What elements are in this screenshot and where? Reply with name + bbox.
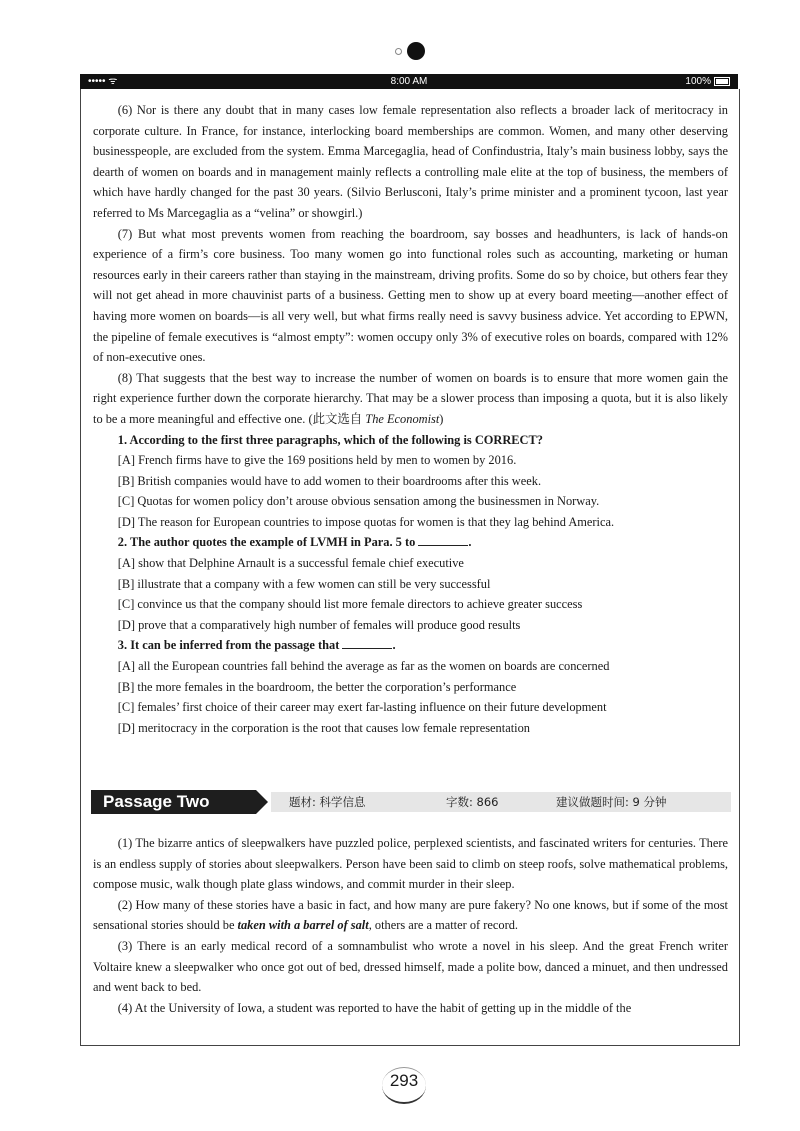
- answer-blank[interactable]: [418, 533, 468, 546]
- word-count: 字数: 866: [446, 795, 499, 809]
- question-3: [93, 635, 728, 738]
- source-prefix: (此文选自: [308, 411, 366, 426]
- option-a[interactable]: [A] French firms have to give the 169 positions held by men to women by 2016.: [117, 453, 517, 468]
- passage-one-content: [93, 100, 728, 738]
- page-number-badge: [380, 1063, 428, 1103]
- status-bar: [80, 74, 738, 89]
- paragraph-8: [93, 368, 728, 430]
- question-stem: 2. The author quotes the example of LVMH in Para. 5 to .: [117, 535, 472, 550]
- option-b[interactable]: [B] the more females in the boardroom, the better the corporation’s performance: [117, 679, 517, 694]
- option-d[interactable]: [D] The reason for European countries to impose quotas for women is that they lag behind America.: [117, 514, 615, 529]
- battery-percent: 100%: [685, 76, 711, 87]
- passage-two-content: [93, 833, 728, 1018]
- option-a[interactable]: [A] all the European countries fall behind the average as far as the women on boards are concerned: [117, 659, 610, 674]
- question-1: [93, 430, 728, 533]
- passage-title: Passage Two: [91, 790, 256, 814]
- question-stem-text: 2. The author quotes the example of LVMH in Para. 5 to: [117, 535, 416, 550]
- question-2: [93, 532, 728, 635]
- topic-label: 题材: 科学信息: [289, 795, 366, 809]
- question-stem: 1. According to the first three paragraphs, which of the following is CORRECT?: [117, 432, 543, 447]
- option-b[interactable]: [B] illustrate that a company with a few women can still be very successful: [117, 576, 491, 591]
- page-number: 293: [389, 1071, 419, 1090]
- option-b[interactable]: [B] British companies would have to add women to their boardrooms after this week.: [117, 473, 542, 488]
- option-c[interactable]: [C] convince us that the company should list more female directors to achieve greater success: [117, 597, 583, 612]
- answer-blank[interactable]: [342, 636, 392, 649]
- passage2-paragraph-4: (4) At the University of Iowa, a student was reported to have the habit of getting up in the middle of the: [117, 1000, 632, 1015]
- battery-status: [685, 74, 730, 89]
- passage2-paragraph-2: [93, 895, 728, 936]
- idiom-emphasis: taken with a barrel of salt: [237, 918, 369, 933]
- passage-info-strip: [271, 792, 731, 812]
- question-stem-text: 3. It can be inferred from the passage that: [117, 638, 340, 653]
- passage-two-header: [91, 787, 731, 817]
- paragraph-8-text: (8) That suggests that the best way to increase the number of women on boards is to ensure that more women gain the right experience further down the corporate hierarchy. That may be a slower process than imposing a quota, but it is also likely to be a more meaningful and effective one.: [93, 370, 728, 426]
- source-suffix: ): [439, 411, 444, 426]
- suggested-time: 建议做题时间: 9 分钟: [556, 795, 667, 809]
- option-d[interactable]: [D] prove that a comparatively high number of females will produce good results: [117, 617, 521, 632]
- status-time: 8:00 AM: [390, 76, 428, 87]
- front-camera: [395, 42, 419, 60]
- question-stem: 3. It can be inferred from the passage that .: [117, 638, 396, 653]
- option-c[interactable]: [C] Quotas for women policy don’t arouse obvious sensation among the businessmen in Norway.: [117, 494, 600, 509]
- signal-icon: ••••• ᯤ: [88, 76, 118, 87]
- sensor-dot: [395, 48, 402, 55]
- p2-text-before: (2) How many of these stories have a basic in fact, and how many are pure fakery? No one knows, but if some of the most sensational stories should be: [93, 897, 728, 933]
- camera-lens: [407, 42, 425, 60]
- option-d[interactable]: [D] meritocracy in the corporation is the root that causes low female representation: [117, 720, 530, 735]
- passage2-paragraph-3: (3) There is an early medical record of a somnambulist who wrote a novel in his sleep. And the great French writer Voltaire knew a sleepwalker who once got out of bed, dressed himself, made a polite bow, danced a minuet, and then undressed and went back to bed.: [93, 938, 728, 995]
- option-c[interactable]: [C] females’ first choice of their career may exert far-lasting influence on their future development: [117, 700, 607, 715]
- paragraph-6: (6) Nor is there any doubt that in many cases low female representation also reflects a broader lack of meritocracy in corporate culture. In France, for instance, interlocking board memberships are common. Women, and many other deserving businesspeople, are excluded from the system. Emma Marcegaglia, head of Confindustria, Italy’s main business lobby, says the dearth of women on boards and in management mainly reflects a controlling male elite at the top of business, the members of which have hardly changed for the past 30 years. (Silvio Berlusconi, Italy’s prime minister and a prominent tycoon, last year referred to Ms Marcegaglia as a “velina” or showgirl.): [93, 103, 728, 220]
- arrow-icon: [256, 790, 268, 814]
- paragraph-7: (7) But what most prevents women from reaching the boardroom, say bosses and headhunters, is lack of hands-on experience of a firm’s core business. Too many women go into functional roles such as accounting, marketing or human resources early in their careers rather than staying in the mainstream, driving profits. Some do so by choice, but others fear they will not get ahead in more chauvinist parts of a business. Getting men to show up at every board meeting—another effect of having more women on boards—is all very well, but what firms really need is savvy business advice. Yet according to EPWN, the pipeline of female executives is “almost empty”: women occupy only 3% of executive roles on boards, compared with 12% of non-executive ones.: [93, 226, 728, 365]
- source-name: The Economist: [365, 411, 440, 426]
- p2-text-after: , others are a matter of record.: [368, 918, 519, 933]
- option-a[interactable]: [A] show that Delphine Arnault is a successful female chief executive: [117, 556, 464, 571]
- passage2-paragraph-1: (1) The bizarre antics of sleepwalkers have puzzled police, perplexed scientists, and fascinated writers for centuries. There is an endless supply of stories about sleepwalkers. Person have been said to climb on steep roofs, solve mathematical problems, compose music, walk though plate glass windows, and commit murder in their sleep.: [93, 836, 728, 892]
- battery-icon: [714, 77, 730, 86]
